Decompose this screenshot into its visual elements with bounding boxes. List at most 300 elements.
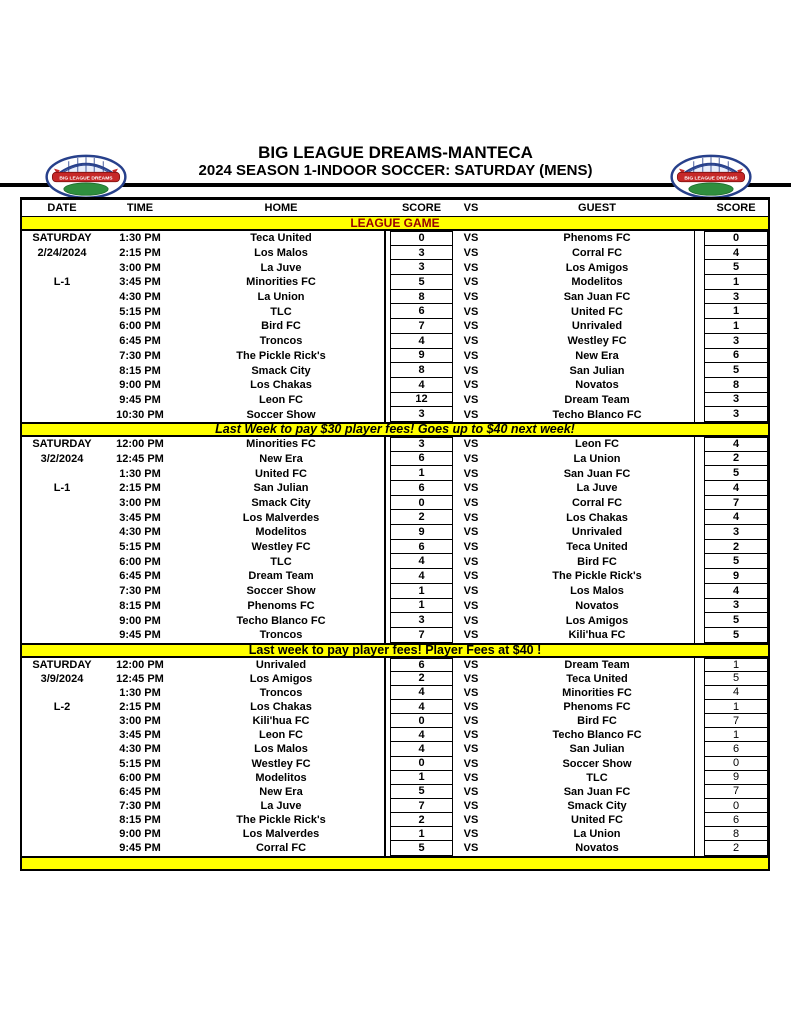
game-row (22, 481, 768, 496)
home-score: 3 (390, 407, 453, 422)
home-score: 4 (390, 686, 453, 700)
date-spacer (22, 319, 102, 334)
vs-label: VS (463, 497, 479, 510)
home-team: Phenoms FC (247, 599, 315, 612)
guest-team: United FC (571, 814, 623, 827)
date-spacer (22, 540, 102, 555)
game-time: 8:15 PM (119, 364, 161, 377)
home-score: 0 (390, 714, 453, 728)
date-spacer (22, 613, 102, 628)
column-header-row (22, 197, 768, 217)
game-time: 9:45 PM (119, 629, 161, 642)
vs-label: VS (463, 364, 479, 377)
vs-label: VS (463, 828, 479, 841)
guest-team: Techo Blanco FC (552, 729, 642, 742)
home-team: Minorities FC (246, 438, 316, 451)
game-row (22, 569, 768, 584)
vs-label: VS (463, 276, 479, 289)
guest-score: 1 (704, 275, 768, 290)
home-score: 6 (390, 452, 453, 467)
game-row (22, 304, 768, 319)
game-time: 6:00 PM (119, 320, 161, 333)
game-time: 9:00 PM (119, 828, 161, 841)
guest-team: Unrivaled (571, 320, 623, 333)
game-time: 9:00 PM (119, 614, 161, 627)
vs-label: VS (463, 570, 479, 583)
guest-team: Corral FC (571, 247, 623, 260)
home-team: TLC (270, 555, 292, 568)
vs-label: VS (463, 555, 479, 568)
guest-team: Corral FC (571, 497, 623, 510)
vs-label: VS (463, 658, 479, 671)
home-team: United FC (255, 467, 307, 480)
guest-team: Kili'hua FC (568, 629, 626, 642)
home-team: Smack City (251, 364, 311, 377)
guest-score: 0 (704, 757, 768, 771)
vs-label: VS (463, 701, 479, 714)
game-row (22, 437, 768, 452)
date-spacer (22, 525, 102, 540)
vs-label: VS (463, 686, 479, 699)
guest-team: San Juan FC (563, 291, 631, 304)
date-spacer (22, 628, 102, 643)
home-team: Techo Blanco FC (236, 614, 326, 627)
date-spacer (22, 260, 102, 275)
home-team: New Era (259, 452, 303, 465)
league-label: L-1 (53, 276, 71, 289)
vs-label: VS (463, 247, 479, 260)
home-team: Unrivaled (255, 658, 307, 671)
guest-team: Teca United (566, 672, 628, 685)
date-spacer (22, 813, 102, 827)
home-score: 6 (390, 540, 453, 555)
home-score: 6 (390, 481, 453, 496)
vs-label: VS (463, 379, 479, 392)
vs-label: VS (463, 800, 479, 813)
home-team: Corral FC (255, 842, 307, 855)
home-team: Minorities FC (246, 276, 316, 289)
home-team: Leon FC (259, 729, 303, 742)
vs-label: VS (463, 291, 479, 304)
guest-team: San Julian (569, 364, 625, 377)
date-spacer (22, 349, 102, 364)
guest-score: 3 (704, 334, 768, 349)
date-day-label: SATURDAY (32, 658, 92, 671)
home-team: Los Malos (254, 247, 308, 260)
game-time: 2:15 PM (119, 701, 161, 714)
game-row (22, 466, 768, 481)
date-spacer (22, 554, 102, 569)
fees-banner: Last Week to pay $30 player fees! Goes up to $40 next week! (22, 422, 768, 437)
home-team: Modelitos (255, 771, 307, 784)
home-team: Soccer Show (246, 408, 316, 421)
vs-label: VS (463, 715, 479, 728)
game-time: 6:00 PM (119, 771, 161, 784)
guest-team: Novatos (575, 842, 619, 855)
guest-score: 9 (704, 569, 768, 584)
vs-label: VS (463, 599, 479, 612)
date-spacer (22, 290, 102, 305)
header-time: TIME (126, 202, 154, 214)
game-time: 12:45 PM (116, 452, 164, 465)
vs-label: VS (463, 842, 479, 855)
date-spacer (22, 686, 102, 700)
guest-score: 1 (704, 728, 768, 742)
vs-label: VS (463, 672, 479, 685)
home-score: 7 (390, 628, 453, 643)
guest-team: Unrivaled (571, 526, 623, 539)
vs-label: VS (463, 541, 479, 554)
vs-label: VS (463, 408, 479, 421)
guest-score: 9 (704, 771, 768, 785)
home-score: 1 (390, 599, 453, 614)
game-time: 6:45 PM (119, 570, 161, 583)
date-spacer (22, 393, 102, 408)
home-score: 4 (390, 334, 453, 349)
header-home-score: SCORE (401, 202, 442, 214)
date-spacer (22, 841, 102, 855)
guest-score: 4 (704, 437, 768, 452)
big-league-dreams-logo-icon (670, 153, 752, 199)
header-date: DATE (47, 202, 77, 214)
home-team: Troncos (259, 335, 303, 348)
home-team: San Julian (253, 482, 309, 495)
game-row (22, 813, 768, 827)
logo-ribbon-text: BIG LEAGUE DREAMS (684, 176, 738, 182)
game-row (22, 628, 768, 643)
guest-team: Los Malos (570, 585, 624, 598)
header-vs: VS (463, 202, 479, 214)
guest-team: Los Amigos (565, 261, 629, 274)
vs-label: VS (463, 511, 479, 524)
game-row (22, 827, 768, 841)
game-row (22, 700, 768, 714)
game-row (22, 231, 768, 246)
guest-team: Leon FC (575, 438, 619, 451)
guest-team: The Pickle Rick's (552, 570, 642, 583)
game-row (22, 613, 768, 628)
game-time: 12:00 PM (116, 658, 164, 671)
home-score: 5 (390, 841, 453, 855)
vs-label: VS (463, 757, 479, 770)
game-row (22, 841, 768, 855)
home-team: Leon FC (259, 393, 303, 406)
home-score: 1 (390, 771, 453, 785)
date-spacer (22, 785, 102, 799)
guest-score: 3 (704, 393, 768, 408)
guest-team: Phenoms FC (563, 232, 631, 245)
guest-team: Smack City (567, 800, 627, 813)
home-team: Westley FC (251, 757, 311, 770)
guest-score: 7 (704, 714, 768, 728)
schedule-blocks (22, 231, 768, 871)
game-row (22, 378, 768, 393)
guest-team: Teca United (566, 541, 628, 554)
home-score: 5 (390, 785, 453, 799)
guest-team: La Union (573, 828, 621, 841)
guest-team: San Juan FC (563, 467, 631, 480)
guest-score: 5 (704, 554, 768, 569)
vs-label: VS (463, 614, 479, 627)
guest-team: La Juve (576, 482, 618, 495)
vs-label: VS (463, 438, 479, 451)
game-row (22, 452, 768, 467)
date-day-label: SATURDAY (32, 232, 92, 245)
guest-team: San Juan FC (563, 785, 631, 798)
home-team: Modelitos (255, 526, 307, 539)
vs-label: VS (463, 482, 479, 495)
game-row (22, 658, 768, 672)
vs-label: VS (463, 467, 479, 480)
guest-team: TLC (586, 771, 608, 784)
game-time: 9:45 PM (119, 393, 161, 406)
game-row (22, 599, 768, 614)
game-row (22, 728, 768, 742)
game-row (22, 525, 768, 540)
guest-score: 1 (704, 658, 768, 672)
date-spacer (22, 827, 102, 841)
home-score: 9 (390, 349, 453, 364)
home-score: 1 (390, 466, 453, 481)
guest-score: 4 (704, 510, 768, 525)
home-team: TLC (270, 305, 292, 318)
guest-score: 7 (704, 785, 768, 799)
vs-label: VS (463, 526, 479, 539)
vs-label: VS (463, 585, 479, 598)
guest-score: 1 (704, 319, 768, 334)
home-score: 7 (390, 319, 453, 334)
guest-team: Dream Team (564, 393, 630, 406)
guest-score: 1 (704, 304, 768, 319)
home-score: 9 (390, 525, 453, 540)
game-time: 9:45 PM (119, 842, 161, 855)
date-spacer (22, 799, 102, 813)
vs-label: VS (463, 771, 479, 784)
vs-label: VS (463, 452, 479, 465)
home-score: 8 (390, 363, 453, 378)
game-row (22, 407, 768, 422)
home-score: 2 (390, 510, 453, 525)
game-time: 8:15 PM (119, 599, 161, 612)
game-time: 2:15 PM (119, 247, 161, 260)
home-score: 0 (390, 757, 453, 771)
date-value: 3/9/2024 (40, 672, 84, 685)
home-team: Soccer Show (246, 585, 316, 598)
home-score: 4 (390, 728, 453, 742)
date-day-label: SATURDAY (32, 438, 92, 451)
home-team: Los Chakas (250, 701, 312, 714)
guest-score: 0 (704, 799, 768, 813)
vs-label: VS (463, 785, 479, 798)
date-spacer (22, 728, 102, 742)
game-time: 1:30 PM (119, 686, 161, 699)
home-score: 3 (390, 246, 453, 261)
home-team: The Pickle Rick's (236, 814, 326, 827)
game-time: 12:45 PM (116, 672, 164, 685)
home-team: Troncos (259, 686, 303, 699)
game-row (22, 334, 768, 349)
game-time: 1:30 PM (119, 467, 161, 480)
guest-score: 4 (704, 686, 768, 700)
game-block-2 (22, 437, 768, 643)
vs-label: VS (463, 261, 479, 274)
game-row (22, 363, 768, 378)
home-score: 4 (390, 378, 453, 393)
date-spacer (22, 771, 102, 785)
date-spacer (22, 569, 102, 584)
home-team: Westley FC (251, 541, 311, 554)
guest-score: 6 (704, 349, 768, 364)
guest-score: 5 (704, 613, 768, 628)
date-spacer (22, 378, 102, 393)
page-title: BIG LEAGUE DREAMS-MANTECA (258, 143, 533, 162)
vs-label: VS (463, 814, 479, 827)
home-score: 4 (390, 569, 453, 584)
home-score: 5 (390, 275, 453, 290)
game-block-3 (22, 658, 768, 856)
guest-score: 0 (704, 231, 768, 246)
home-score: 8 (390, 290, 453, 305)
guest-team: San Julian (569, 743, 625, 756)
vs-label: VS (463, 743, 479, 756)
date-value: 2/24/2024 (37, 247, 87, 260)
guest-score: 8 (704, 827, 768, 841)
home-team: Los Malverdes (242, 828, 320, 841)
game-time: 3:00 PM (119, 261, 161, 274)
home-score: 3 (390, 437, 453, 452)
game-time: 7:30 PM (119, 349, 161, 362)
vs-label: VS (463, 629, 479, 642)
home-score: 4 (390, 700, 453, 714)
date-spacer (22, 584, 102, 599)
game-time: 5:15 PM (119, 305, 161, 318)
guest-score: 2 (704, 540, 768, 555)
home-team: Los Amigos (249, 672, 313, 685)
date-spacer (22, 599, 102, 614)
game-row (22, 349, 768, 364)
home-team: La Union (257, 291, 305, 304)
game-time: 5:15 PM (119, 541, 161, 554)
game-row (22, 246, 768, 261)
home-score: 6 (390, 658, 453, 672)
date-spacer (22, 407, 102, 422)
game-time: 1:30 PM (119, 232, 161, 245)
league-game-banner: LEAGUE GAME (22, 217, 768, 231)
game-block-1 (22, 231, 768, 422)
guest-team: New Era (575, 349, 619, 362)
guest-score: 6 (704, 742, 768, 756)
game-time: 10:30 PM (116, 408, 164, 421)
game-time: 3:45 PM (119, 511, 161, 524)
vs-label: VS (463, 393, 479, 406)
home-score: 0 (390, 496, 453, 511)
home-team: Smack City (251, 497, 311, 510)
guest-team: Modelitos (571, 276, 623, 289)
game-row (22, 290, 768, 305)
game-time: 6:45 PM (119, 335, 161, 348)
home-score: 2 (390, 813, 453, 827)
guest-score: 7 (704, 496, 768, 511)
guest-score: 5 (704, 363, 768, 378)
home-team: La Juve (260, 800, 302, 813)
game-time: 4:30 PM (119, 743, 161, 756)
guest-score: 5 (704, 672, 768, 686)
game-row (22, 799, 768, 813)
home-team: Los Chakas (250, 379, 312, 392)
guest-team: Los Amigos (565, 614, 629, 627)
guest-score: 3 (704, 407, 768, 422)
game-row (22, 540, 768, 555)
date-spacer (22, 334, 102, 349)
game-row (22, 785, 768, 799)
home-score: 1 (390, 584, 453, 599)
page-subtitle: 2024 SEASON 1-INDOOR SOCCER: SATURDAY (MENS) (198, 162, 593, 179)
guest-team: Novatos (575, 599, 619, 612)
header-guest-score: SCORE (716, 202, 756, 214)
game-row (22, 275, 768, 290)
game-time: 6:00 PM (119, 555, 161, 568)
game-row (22, 393, 768, 408)
home-score: 7 (390, 799, 453, 813)
game-time: 12:00 PM (116, 438, 164, 451)
header-home: HOME (264, 202, 298, 214)
guest-score: 6 (704, 813, 768, 827)
date-value: 3/2/2024 (40, 452, 84, 465)
date-spacer (22, 510, 102, 525)
guest-team: Dream Team (564, 658, 630, 671)
game-row (22, 672, 768, 686)
game-row (22, 714, 768, 728)
game-time: 3:45 PM (119, 276, 161, 289)
vs-label: VS (463, 320, 479, 333)
guest-score: 4 (704, 246, 768, 261)
home-score: 3 (390, 613, 453, 628)
guest-score: 3 (704, 525, 768, 540)
game-time: 3:00 PM (119, 715, 161, 728)
vs-label: VS (463, 729, 479, 742)
guest-team: United FC (571, 305, 623, 318)
game-time: 4:30 PM (119, 526, 161, 539)
guest-score: 2 (704, 841, 768, 855)
game-row (22, 554, 768, 569)
guest-score: 5 (704, 260, 768, 275)
game-time: 3:45 PM (119, 729, 161, 742)
guest-team: Bird FC (577, 715, 617, 728)
guest-team: Westley FC (567, 335, 627, 348)
game-row (22, 260, 768, 275)
guest-team: Los Chakas (566, 511, 628, 524)
date-spacer (22, 363, 102, 378)
game-time: 7:30 PM (119, 585, 161, 598)
header-guest: GUEST (578, 202, 616, 214)
empty-yellow-banner (22, 856, 768, 871)
game-row (22, 319, 768, 334)
date-spacer (22, 757, 102, 771)
home-score: 0 (390, 231, 453, 246)
date-spacer (22, 304, 102, 319)
game-row (22, 757, 768, 771)
home-team: Kili'hua FC (252, 715, 310, 728)
vs-label: VS (463, 232, 479, 245)
big-league-dreams-logo-icon (45, 153, 127, 199)
guest-team: Bird FC (577, 555, 617, 568)
vs-label: VS (463, 349, 479, 362)
game-row (22, 584, 768, 599)
guest-team: Techo Blanco FC (552, 408, 642, 421)
game-row (22, 771, 768, 785)
guest-team: Minorities FC (562, 686, 632, 699)
guest-score: 1 (704, 700, 768, 714)
